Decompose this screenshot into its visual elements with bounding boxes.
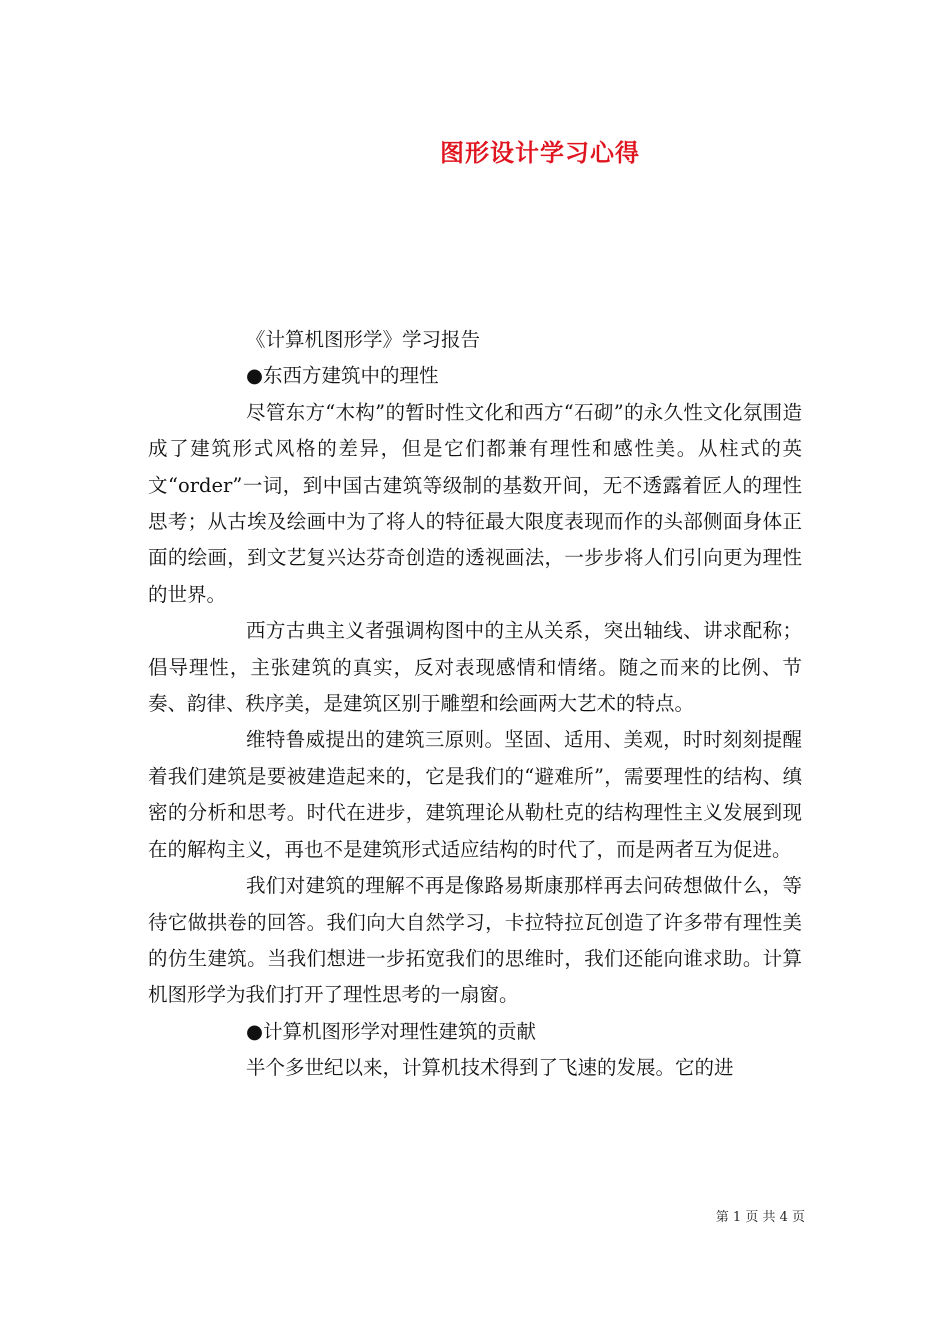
paragraph-3: 维特鲁威提出的建筑三原则。坚固、适用、美观，时时刻刻提醒着我们建筑是要被建造起来的，它是我们的“避难所”，需要理性的结构、缜密的分析和思考。时代在进步，建筑理论从勒杜克的结构理性主义发展到现在的解构主义，再也不是建筑形式适应结构的时代了，而是两者互为促进。 (148, 728, 802, 861)
paragraph-1: 尽管东方“木构”的暂时性文化和西方“石砌”的永久性文化氛围造成了建筑形式风格的差异，但是它们都兼有理性和感性美。从柱式的英文“order”一词，到中国古建筑等级制的基数开间，无不透露着匠人的理性思考；从古埃及绘画中为了将人的特征最大限度表现而作的头部侧面身体正面的绘画，到文艺复兴达芬奇创造的透视画法，一步步将人们引向更为理性的世界。 (148, 400, 802, 606)
section-heading-2: ●计算机图形学对理性建筑的贡献 (246, 1019, 537, 1043)
document-body (148, 322, 802, 1087)
paragraph-5: 半个多世纪以来，计算机技术得到了飞速的发展。它的进 (246, 1056, 734, 1080)
paragraph-4: 我们对建筑的理解不再是像路易斯康那样再去问砖想做什么，等待它做拱卷的回答。我们向大自然学习，卡拉特拉瓦创造了许多带有理性美的仿生建筑。当我们想进一步拓宽我们的思维时，我们还能向谁求助。计算机图形学为我们打开了理性思考的一扇窗。 (148, 874, 802, 1007)
page-footer: 第 1 页 共 4 页 (715, 1210, 805, 1225)
paragraph-2: 西方古典主义者强调构图中的主从关系，突出轴线、讲求配称；倡导理性，主张建筑的真实，反对表现感情和情绪。随之而来的比例、节奏、韵律、秩序美，是建筑区别于雕塑和绘画两大艺术的特点。 (148, 619, 802, 716)
report-title: 《计算机图形学》学习报告 (246, 328, 481, 351)
document-title: 图形设计学习心得 (440, 138, 640, 167)
section-heading-1: ●东西方建筑中的理性 (246, 364, 439, 388)
